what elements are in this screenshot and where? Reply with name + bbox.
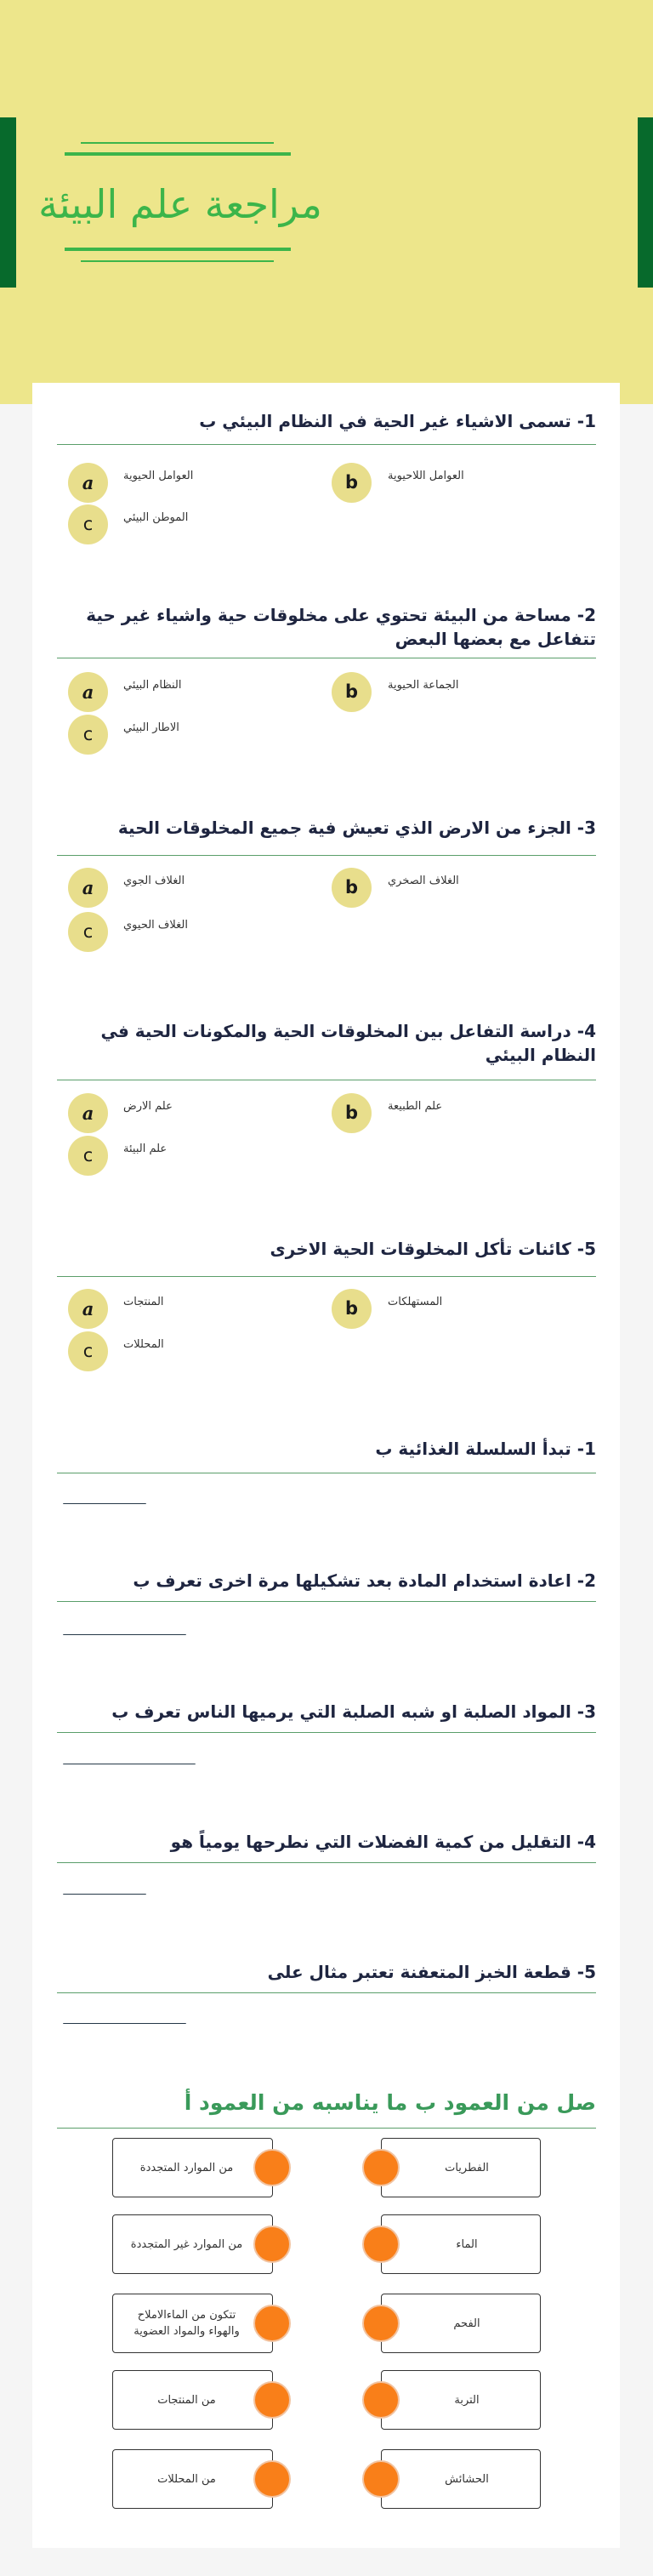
divider [57, 1862, 596, 1863]
match-item-text: التربة [454, 2393, 480, 2407]
match-item-text: من المحللات [157, 2472, 216, 2486]
option-b-badge[interactable]: b [332, 868, 372, 908]
match-item-text: الحشائش [445, 2472, 489, 2486]
answer-blank[interactable] [63, 2023, 186, 2024]
match-column-a-item[interactable] [381, 2138, 541, 2197]
page-title: مراجعة علم البيئة [38, 181, 322, 227]
option-c-label[interactable]: الغلاف الحيوي [123, 919, 188, 932]
option-a-badge[interactable]: a [68, 868, 108, 908]
header-left-accent-bar [0, 117, 16, 288]
option-a-badge[interactable]: a [68, 672, 108, 712]
match-item-text: الفطريات [445, 2161, 489, 2174]
option-c-badge[interactable]: c [68, 912, 108, 952]
match-item-text: تتكون من الماءالاملاح والهواء والمواد العضوية [133, 2309, 240, 2338]
match-connector-dot[interactable] [362, 2305, 400, 2342]
match-item-text: من الموارد المتجددة [139, 2161, 234, 2174]
mcq-question-2: 2- مساحة من البيئة تحتوي على مخلوقات حية واشياء غير حية تتفاعل مع بعضها البعض [86, 605, 596, 649]
divider [57, 855, 596, 856]
option-b-badge[interactable]: b [332, 1289, 372, 1329]
option-b-label[interactable]: الغلاف الصخري [388, 875, 459, 887]
mcq-question-4: 4- دراسة التفاعل بين المخلوقات الحية والمكونات الحية في النظام البيئي [100, 1021, 596, 1065]
match-connector-dot[interactable] [362, 2460, 400, 2498]
match-connector-dot[interactable] [362, 2226, 400, 2263]
answer-blank[interactable] [63, 1634, 186, 1635]
match-item-text: من الموارد غير المتجددة [130, 2237, 243, 2251]
option-a-badge[interactable]: a [68, 463, 108, 503]
match-connector-dot[interactable] [362, 2149, 400, 2186]
option-a-label[interactable]: العوامل الحيوية [123, 470, 194, 482]
divider [57, 444, 596, 445]
title-decor-line-bottom-thick [65, 248, 291, 251]
mcq-question-5: 5- كائنات تأكل المخلوقات الحية الاخرى [270, 1239, 596, 1259]
match-connector-dot[interactable] [253, 2149, 291, 2186]
option-b-badge[interactable]: b [332, 672, 372, 712]
option-a-label[interactable]: النظام البيئي [123, 679, 182, 692]
match-connector-dot[interactable] [253, 2305, 291, 2342]
match-column-a-item[interactable] [381, 2370, 541, 2430]
fill-in-question-5: 5- قطعة الخبز المتعفنة تعتبر مثال على [267, 1962, 596, 1982]
option-c-badge[interactable]: c [68, 504, 108, 544]
answer-blank[interactable] [63, 1503, 146, 1504]
match-connector-dot[interactable] [253, 2460, 291, 2498]
match-item-text: من المنتجات [157, 2393, 216, 2407]
fill-in-question-4: 4- التقليل من كمية الفضلات التي نطرحها يومياً هو [170, 1832, 596, 1852]
option-b-badge[interactable]: b [332, 1093, 372, 1133]
match-item-text: الفحم [453, 2317, 480, 2330]
option-c-badge[interactable]: c [68, 715, 108, 755]
match-column-b-item[interactable] [112, 2138, 273, 2197]
option-b-badge[interactable]: b [332, 463, 372, 503]
match-item-text: الماء [456, 2237, 478, 2251]
option-a-label[interactable]: المنتجات [123, 1296, 164, 1308]
option-c-badge[interactable]: c [68, 1136, 108, 1176]
mcq-question-1: 1- تسمى الاشياء غير الحية في النظام البيئي ب [199, 411, 596, 431]
divider [57, 1276, 596, 1277]
option-c-label[interactable]: الاطار البيئي [123, 721, 179, 734]
divider [57, 2128, 596, 2129]
fill-in-question-3: 3- المواد الصلبة او شبه الصلبة التي يرميها الناس تعرف ب [111, 1701, 596, 1722]
matching-title: صل من العمود ب ما يناسبه من العمود أ [184, 2090, 596, 2115]
match-column-b-item[interactable] [112, 2370, 273, 2430]
answer-blank[interactable] [63, 1894, 146, 1895]
match-connector-dot[interactable] [253, 2226, 291, 2263]
fill-in-question-2: 2- اعادة استخدام المادة بعد تشكيلها مرة اخرى تعرف ب [133, 1570, 596, 1591]
mcq-question-3: 3- الجزء من الارض الذي تعيش فية جميع المخلوقات الحية [117, 818, 596, 838]
match-column-a-item[interactable] [381, 2449, 541, 2509]
option-c-badge[interactable]: c [68, 1331, 108, 1371]
option-a-badge[interactable]: a [68, 1093, 108, 1133]
divider [57, 1601, 596, 1602]
page-header [0, 0, 653, 404]
title-decor-line-bottom-thin [81, 260, 274, 262]
match-connector-dot[interactable] [362, 2381, 400, 2419]
fill-in-question-1: 1- تبدأ السلسلة الغذائية ب [375, 1439, 596, 1459]
option-c-label[interactable]: المحللات [123, 1338, 164, 1351]
option-b-label[interactable]: العوامل اللاحيوية [388, 470, 464, 482]
option-b-label[interactable]: الجماعة الحيوية [388, 679, 459, 692]
match-column-b-item[interactable] [112, 2449, 273, 2509]
option-a-badge[interactable]: a [68, 1289, 108, 1329]
option-b-label[interactable]: علم الطبيعة [388, 1100, 443, 1113]
option-a-label[interactable]: علم الارض [123, 1100, 173, 1113]
option-c-label[interactable]: علم البيئة [123, 1143, 168, 1155]
match-column-b-item[interactable] [112, 2214, 273, 2274]
header-right-accent-bar [638, 117, 653, 288]
option-a-label[interactable]: الغلاف الجوي [123, 875, 185, 887]
divider [57, 1992, 596, 1993]
divider [57, 1732, 596, 1733]
title-decor-line-top-thick [65, 152, 291, 156]
option-c-label[interactable]: الموطن البيئي [123, 511, 189, 524]
match-column-a-item[interactable] [381, 2294, 541, 2353]
match-column-a-item[interactable] [381, 2214, 541, 2274]
title-decor-line-top-thin [81, 142, 274, 144]
match-connector-dot[interactable] [253, 2381, 291, 2419]
match-column-b-item[interactable] [112, 2294, 273, 2353]
option-b-label[interactable]: المستهلكات [388, 1296, 443, 1308]
